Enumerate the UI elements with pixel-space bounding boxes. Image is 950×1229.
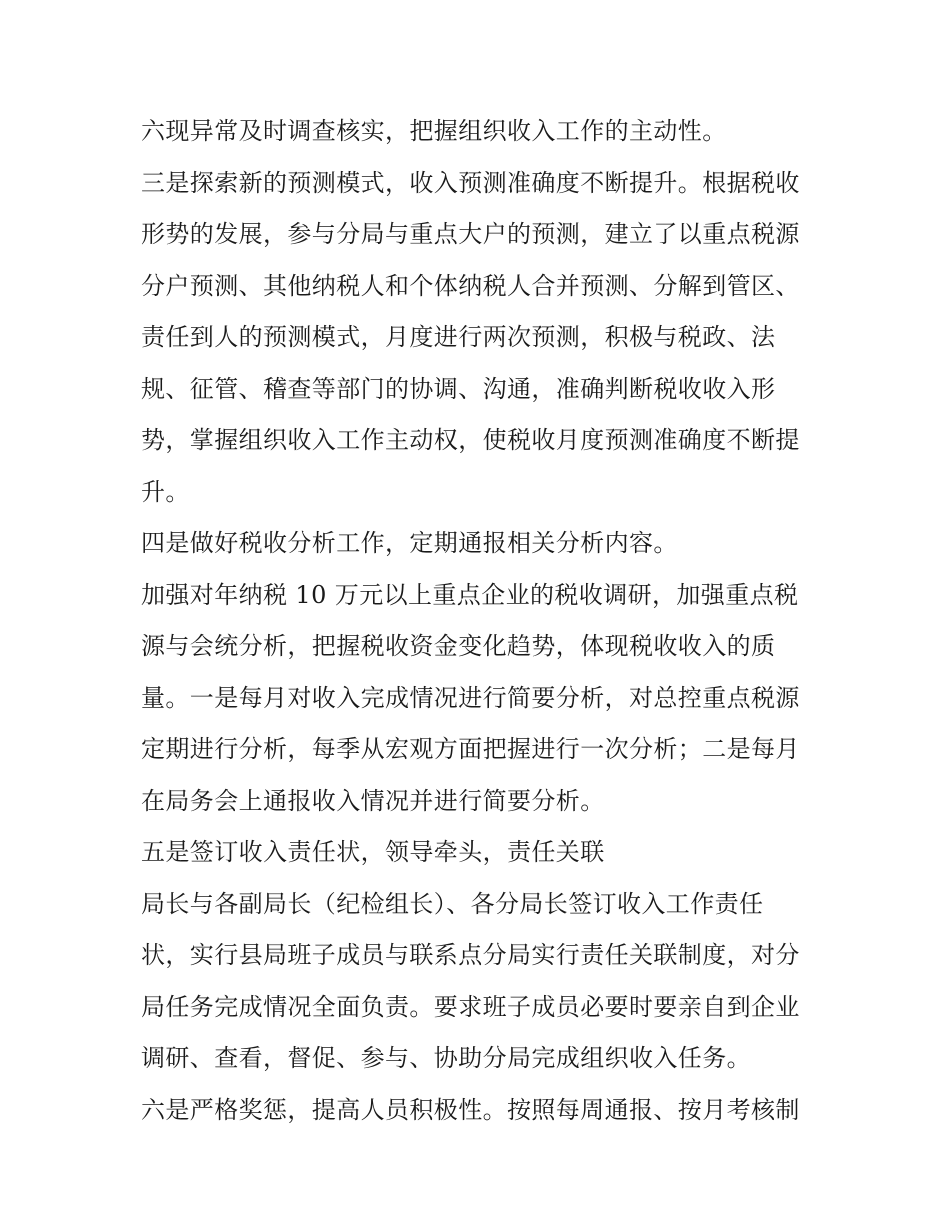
section-heading: 四是做好税收分析工作，定期通报相关分析内容。	[141, 529, 678, 557]
text-line: 局任务完成情况全面负责。要求班子成员必要时要亲自到企业	[141, 992, 800, 1021]
text-line: 三是探索新的预测模式，收入预测准确度不断提升。根据税收	[141, 168, 800, 197]
text-line: 升。	[141, 477, 190, 506]
text-line: 形势的发展，参与分局与重点大户的预测，建立了以重点税源	[141, 220, 800, 248]
body-text	[141, 106, 821, 1136]
text-line: 加强对年纳税 10 万元以上重点企业的税收调研，加强重点税	[141, 580, 799, 609]
text-line: 调研、查看，督促、参与、协助分局完成组织收入任务。	[141, 1044, 751, 1072]
text-line: 分户预测、其他纳税人和个体纳税人合并预测、分解到管区、	[141, 271, 800, 300]
text-line: 势，掌握组织收入工作主动权，使税收月度预测准确度不断提	[141, 426, 800, 454]
section-heading: 五是签订收入责任状，领导牵头，责任关联	[141, 838, 605, 866]
text-line: 状，实行县局班子成员与联系点分局实行责任关联制度，对分	[141, 941, 800, 969]
text-line: 定期进行分析，每季从宏观方面把握进行一次分析；二是每月	[141, 735, 800, 763]
text-line: 源与会统分析，把握税收资金变化趋势，体现税收收入的质	[141, 632, 776, 660]
text-line: 六是严格奖惩，提高人员积极性。按照每周通报、按月考核制	[141, 1095, 800, 1124]
text-line: 在局务会上通报收入情况并进行简要分析。	[141, 786, 605, 815]
text-line: 规、征管、稽查等部门的协调、沟通，准确判断税收收入形	[141, 374, 776, 403]
text-line: 局长与各副局长（纪检组长）、各分局长签订收入工作责任	[141, 889, 764, 918]
text-line: 量。一是每月对收入完成情况进行简要分析，对总控重点税源	[141, 683, 800, 712]
text-line: 责任到人的预测模式，月度进行两次预测，积极与税政、法	[141, 323, 776, 351]
text-line: 六现异常及时调查核实，把握组织收入工作的主动性。	[141, 117, 727, 145]
